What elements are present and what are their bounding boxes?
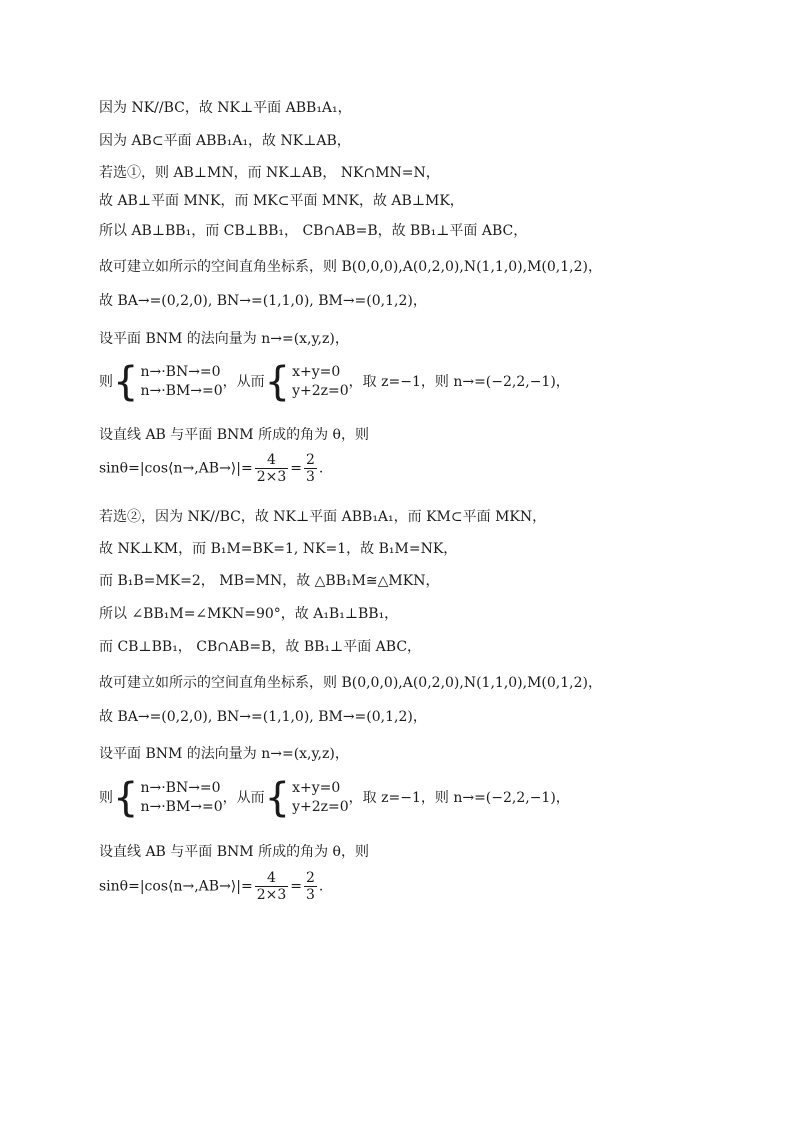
system-result: ，取 z=−1，则 n→=(−2,2,−1)，	[348, 790, 570, 806]
system-eq-4: y+2z=0	[292, 799, 349, 815]
scalar-system	[292, 779, 349, 817]
system-prefix: 则	[99, 374, 113, 390]
left-brace: {	[113, 775, 139, 821]
fraction-denominator: 3	[306, 469, 315, 485]
sine-expression: sinθ=|cos⟨n→,AB→⟩|=	[99, 460, 253, 477]
solution-line-5: 所以 AB⊥BB₁，而 CB⊥BB₁， CB∩AB=B，故 BB₁⊥平面 ABC，	[99, 223, 528, 239]
vector-system	[140, 779, 222, 817]
solution-line-16: 而 CB⊥BB₁， CB∩AB=B，故 BB₁⊥平面 ABC，	[99, 639, 422, 655]
system-eq-1: n→·BN→=0	[140, 780, 221, 796]
solution-line-14: 而 B₁B=MK=2， MB=MN，故 △BB₁M≅△MKN，	[99, 573, 440, 589]
sine-result-line-1	[99, 452, 323, 485]
fraction	[304, 870, 317, 903]
system-result: ，取 z=−1，则 n→=(−2,2,−1)，	[348, 374, 570, 390]
left-brace: {	[264, 775, 291, 821]
solution-line-2: 因为 AB⊂平面 ABB₁A₁，故 NK⊥AB，	[99, 133, 351, 149]
left-brace: {	[113, 359, 139, 405]
system-connector: ，从而	[222, 790, 265, 806]
solution-line-10: 设直线 AB 与平面 BNM 所成的角为 θ，则	[99, 427, 369, 443]
system-eq-3: x+y=0	[292, 364, 341, 380]
solution-line-4: 故 AB⊥平面 MNK，而 MK⊂平面 MNK，故 AB⊥MK，	[99, 193, 464, 209]
fraction-denominator: 3	[306, 887, 315, 903]
fraction-numerator: 4	[255, 452, 289, 469]
solution-line-1: 因为 NK//BC，故 NK⊥平面 ABB₁A₁，	[99, 100, 352, 116]
solution-line-6: 故可建立如所示的空间直角坐标系，则 B(0,0,0),A(0,2,0),N(1,1,0),M(0,1,2)，	[99, 259, 602, 275]
solution-line-21: 设直线 AB 与平面 BNM 所成的角为 θ，则	[99, 844, 369, 860]
system-connector: ，从而	[222, 374, 265, 390]
system-eq-3: x+y=0	[292, 780, 341, 796]
solution-line-15: 所以 ∠BB₁M=∠MKN=90°，故 A₁B₁⊥BB₁，	[99, 606, 399, 622]
fraction	[304, 452, 317, 485]
equation-system-line-1	[99, 359, 570, 405]
system-eq-2: n→·BM→=0	[140, 383, 223, 399]
equation-system-line-2	[99, 775, 570, 821]
system-eq-2: n→·BM→=0	[140, 799, 223, 815]
sine-expression: sinθ=|cos⟨n→,AB→⟩|=	[99, 878, 253, 895]
fraction-numerator: 2	[306, 452, 315, 468]
left-brace: {	[264, 359, 291, 405]
fraction-numerator: 4	[255, 870, 289, 887]
solution-line-8: 设平面 BNM 的法向量为 n→=(x,y,z)，	[99, 331, 349, 347]
solution-line-18: 故 BA→=(0,2,0), BN→=(1,1,0), BM→=(0,1,2)，	[99, 709, 427, 725]
solution-line-7: 故 BA→=(0,2,0), BN→=(1,1,0), BM→=(0,1,2)，	[99, 293, 427, 309]
equals-sign: =	[290, 460, 302, 477]
equals-sign: =	[290, 878, 302, 895]
solution-line-3: 若选①，则 AB⊥MN，而 NK⊥AB， NK∩MN=N，	[99, 165, 440, 181]
solution-line-19: 设平面 BNM 的法向量为 n→=(x,y,z)，	[99, 746, 349, 762]
fraction	[255, 452, 289, 485]
fraction-denominator: 2×3	[256, 887, 287, 903]
fraction-numerator: 2	[306, 870, 315, 886]
vector-system	[140, 363, 222, 401]
scalar-system	[292, 363, 349, 401]
solution-line-17: 故可建立如所示的空间直角坐标系，则 B(0,0,0),A(0,2,0),N(1,1,0),M(0,1,2)，	[99, 675, 602, 691]
solution-line-12: 若选②，因为 NK//BC，故 NK⊥平面 ABB₁A₁，而 KM⊂平面 MKN，	[99, 509, 547, 525]
fraction-denominator: 2×3	[256, 469, 287, 485]
system-prefix: 则	[99, 790, 113, 806]
solution-line-13: 故 NK⊥KM，而 B₁M=BK=1, NK=1，故 B₁M=NK，	[99, 541, 458, 557]
period: .	[318, 460, 324, 477]
period: .	[318, 878, 324, 895]
system-eq-4: y+2z=0	[292, 383, 349, 399]
fraction	[255, 870, 289, 903]
system-eq-1: n→·BN→=0	[140, 364, 221, 380]
sine-result-line-2	[99, 870, 323, 903]
